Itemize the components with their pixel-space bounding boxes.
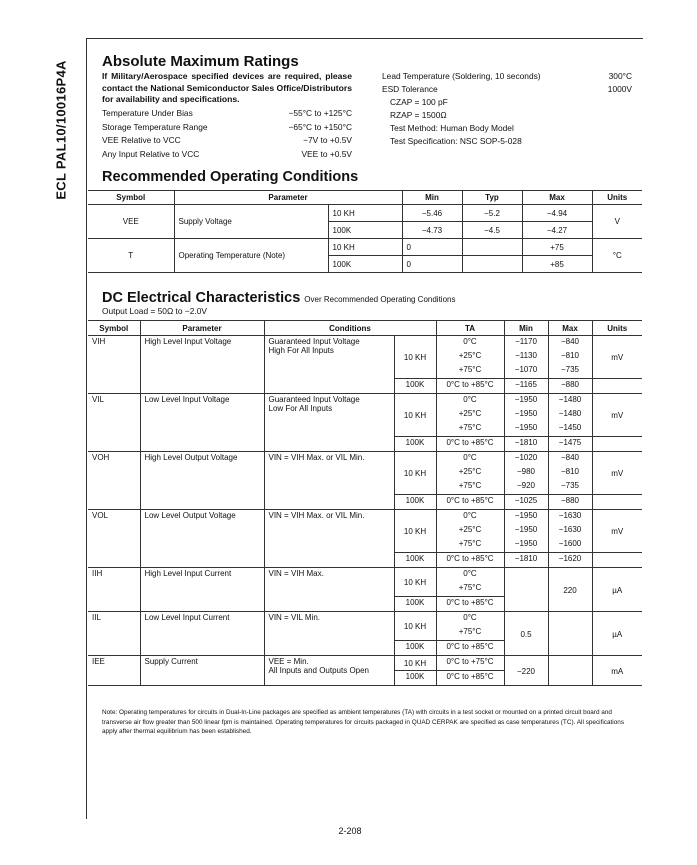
dc-title: DC Electrical Characteristics Over Recommended Operating Conditions: [102, 290, 456, 306]
sidebar-part-number: ECL PAL10/10016P4A: [53, 60, 69, 200]
ta-cell: 0°C: [436, 612, 504, 627]
max-cell: −1630: [548, 524, 592, 538]
units-cell: [592, 379, 642, 394]
device-cell: 10 KH: [394, 656, 436, 671]
symbol-cell: VIL: [88, 394, 140, 452]
conditions-cell: VIN = VIH Max. or VIL Min.: [264, 510, 394, 568]
table-row: VEE Supply Voltage 10 KH −5.46 −5.2 −4.94 V: [88, 205, 642, 222]
rating-row: CZAP = 100 pF: [390, 97, 448, 107]
ta-cell: 0°C: [436, 568, 504, 583]
max-cell: −880: [548, 379, 592, 394]
table-row: 100K −4.73 −4.5 −4.27: [88, 222, 642, 239]
parameter-cell: Low Level Input Current: [140, 612, 264, 656]
ta-cell: +25°C: [436, 350, 504, 364]
device-cell: 10 KH: [394, 452, 436, 495]
max-cell: −880: [548, 495, 592, 510]
parameter-cell: Low Level Output Voltage: [140, 510, 264, 568]
ta-cell: +25°C: [436, 466, 504, 480]
rating-row: ESD Tolerance 1000V: [382, 84, 632, 94]
parameter-cell: High Level Input Current: [140, 568, 264, 612]
min-cell: −1950: [504, 510, 548, 525]
table-row: 100K 0 +85: [88, 256, 642, 273]
table-row: [88, 394, 642, 409]
symbol-cell: IIL: [88, 612, 140, 656]
units-cell: mV: [592, 510, 642, 553]
table-row: [88, 568, 642, 583]
table-header-row: Symbol Parameter Conditions TA Min Max Units: [88, 321, 642, 336]
parameter-cell: Low Level Input Voltage: [140, 394, 264, 452]
max-cell: −1480: [548, 394, 592, 409]
min-cell: −1950: [504, 422, 548, 437]
max-cell: −1480: [548, 408, 592, 422]
device-cell: 100K: [394, 379, 436, 394]
table-row: [88, 510, 642, 525]
device-cell: 10 KH: [394, 336, 436, 379]
max-cell: [548, 612, 592, 656]
page-number: 2-208: [338, 826, 362, 836]
table-row: [88, 452, 642, 467]
max-cell: −840: [548, 336, 592, 351]
abs-max-ratings: [102, 108, 352, 162]
rating-row: RZAP = 1500Ω: [390, 110, 447, 120]
conditions-cell: Guaranteed Input Voltage Low For All Inputs: [264, 394, 394, 452]
min-cell: −1020: [504, 452, 548, 467]
symbol-cell: IIH: [88, 568, 140, 612]
rating-row: Any Input Relative to VCC VEE to +0.5V: [102, 148, 352, 159]
min-cell: [504, 568, 548, 612]
min-cell: −920: [504, 480, 548, 495]
min-cell: −1070: [504, 364, 548, 379]
symbol-cell: VOH: [88, 452, 140, 510]
parameter-cell: High Level Output Voltage: [140, 452, 264, 510]
ta-cell: 0°C to +85°C: [436, 437, 504, 452]
military-note: If Military/Aerospace specified devices are required, please contact the National Semiconductor Sales Office/Distributors for availability and specifications.: [102, 71, 352, 104]
symbol-cell: VOL: [88, 510, 140, 568]
min-cell: −1950: [504, 408, 548, 422]
table-header-row: Symbol Parameter Min Typ Max Units: [88, 191, 642, 205]
ta-cell: 0°C to +75°C: [436, 656, 504, 671]
min-cell: −980: [504, 466, 548, 480]
units-cell: mV: [592, 394, 642, 437]
max-cell: 220: [548, 568, 592, 612]
ta-cell: 0°C to +85°C: [436, 553, 504, 568]
min-cell: −1950: [504, 538, 548, 553]
roc-title: Recommended Operating Conditions: [102, 169, 359, 185]
rating-row: Lead Temperature (Soldering, 10 seconds) 300°C: [382, 71, 632, 81]
device-cell: 10 KH: [394, 394, 436, 437]
conditions-cell: Guaranteed Input Voltage High For All Inputs: [264, 336, 394, 394]
max-cell: −735: [548, 480, 592, 495]
rating-row: Test Method: Human Body Model: [390, 123, 514, 133]
table-row: [88, 612, 642, 627]
units-cell: mA: [592, 656, 642, 686]
table-row: [88, 336, 642, 351]
max-cell: −810: [548, 466, 592, 480]
ta-cell: +75°C: [436, 364, 504, 379]
units-cell: [592, 437, 642, 452]
table-row: T Operating Temperature (Note) 10 KH 0 +75 °C: [88, 239, 642, 256]
max-cell: −810: [548, 350, 592, 364]
dc-table: [88, 320, 642, 686]
conditions-cell: VIN = VIH Max.: [264, 568, 394, 612]
rating-row: Storage Temperature Range −65°C to +150°C: [102, 121, 352, 132]
units-cell: mV: [592, 336, 642, 379]
min-cell: 0.5: [504, 612, 548, 656]
device-cell: 100K: [394, 671, 436, 686]
min-cell: −1170: [504, 336, 548, 351]
min-cell: −1810: [504, 437, 548, 452]
ta-cell: +75°C: [436, 422, 504, 437]
min-cell: −1130: [504, 350, 548, 364]
footnote: Note: Operating temperatures for circuits in Dual-In-Line packages are specified as ambient temperatures (TA) with circuits in a test socket or mounted on a printed circuit board and transverse air flow greater than 500 linear fpm is maintained. Operating temperatures for circuits packaged in QUAD CERPAK are specified as case temperatures (TC). All specifications apply after thermal equilibrium has been established.: [102, 709, 625, 735]
min-cell: −1025: [504, 495, 548, 510]
min-cell: −1810: [504, 553, 548, 568]
conditions-cell: VIN = VIH Max. or VIL Min.: [264, 452, 394, 510]
device-cell: 10 KH: [394, 510, 436, 553]
ta-cell: 0°C to +85°C: [436, 597, 504, 612]
ta-cell: 0°C to +85°C: [436, 641, 504, 656]
min-cell: −1950: [504, 524, 548, 538]
device-cell: 10 KH: [394, 568, 436, 597]
device-cell: 100K: [394, 597, 436, 612]
esd-ratings: [382, 71, 632, 149]
max-cell: −1600: [548, 538, 592, 553]
max-cell: −1620: [548, 553, 592, 568]
units-cell: mV: [592, 452, 642, 495]
ta-cell: +25°C: [436, 408, 504, 422]
min-cell: −220: [504, 656, 548, 686]
device-cell: 100K: [394, 553, 436, 568]
units-cell: µA: [592, 612, 642, 656]
device-cell: 100K: [394, 437, 436, 452]
ta-cell: +25°C: [436, 524, 504, 538]
parameter-cell: Supply Current: [140, 656, 264, 686]
max-cell: −1450: [548, 422, 592, 437]
ta-cell: 0°C: [436, 510, 504, 525]
ta-cell: 0°C: [436, 452, 504, 467]
rating-row: Test Specification: NSC SOP-5-028: [390, 136, 522, 146]
roc-table: [88, 190, 642, 273]
units-cell: µA: [592, 568, 642, 612]
device-cell: 100K: [394, 495, 436, 510]
conditions-cell: VEE = Min. All Inputs and Outputs Open: [264, 656, 394, 686]
max-cell: −1475: [548, 437, 592, 452]
min-cell: −1950: [504, 394, 548, 409]
min-cell: −1165: [504, 379, 548, 394]
ta-cell: 0°C to +85°C: [436, 495, 504, 510]
ta-cell: +75°C: [436, 538, 504, 553]
rating-row: Temperature Under Bias −55°C to +125°C: [102, 108, 352, 118]
ta-cell: +75°C: [436, 480, 504, 495]
units-cell: [592, 553, 642, 568]
symbol-cell: IEE: [88, 656, 140, 686]
ta-cell: 0°C to +85°C: [436, 671, 504, 686]
max-cell: −1630: [548, 510, 592, 525]
ta-cell: +75°C: [436, 582, 504, 597]
device-cell: 100K: [394, 641, 436, 656]
ta-cell: 0°C to +85°C: [436, 379, 504, 394]
parameter-cell: High Level Input Voltage: [140, 336, 264, 394]
ta-cell: +75°C: [436, 626, 504, 641]
max-cell: [548, 656, 592, 686]
conditions-cell: VIN = VIL Min.: [264, 612, 394, 656]
max-cell: −735: [548, 364, 592, 379]
output-load: Output Load = 50Ω to −2.0V: [102, 306, 207, 316]
table-row: [88, 656, 642, 671]
device-cell: 10 KH: [394, 612, 436, 641]
ta-cell: 0°C: [436, 336, 504, 351]
symbol-cell: VIH: [88, 336, 140, 394]
max-cell: −840: [548, 452, 592, 467]
rating-row: VEE Relative to VCC −7V to +0.5V: [102, 135, 352, 145]
units-cell: [592, 495, 642, 510]
abs-max-title: Absolute Maximum Ratings: [102, 53, 299, 70]
ta-cell: 0°C: [436, 394, 504, 409]
